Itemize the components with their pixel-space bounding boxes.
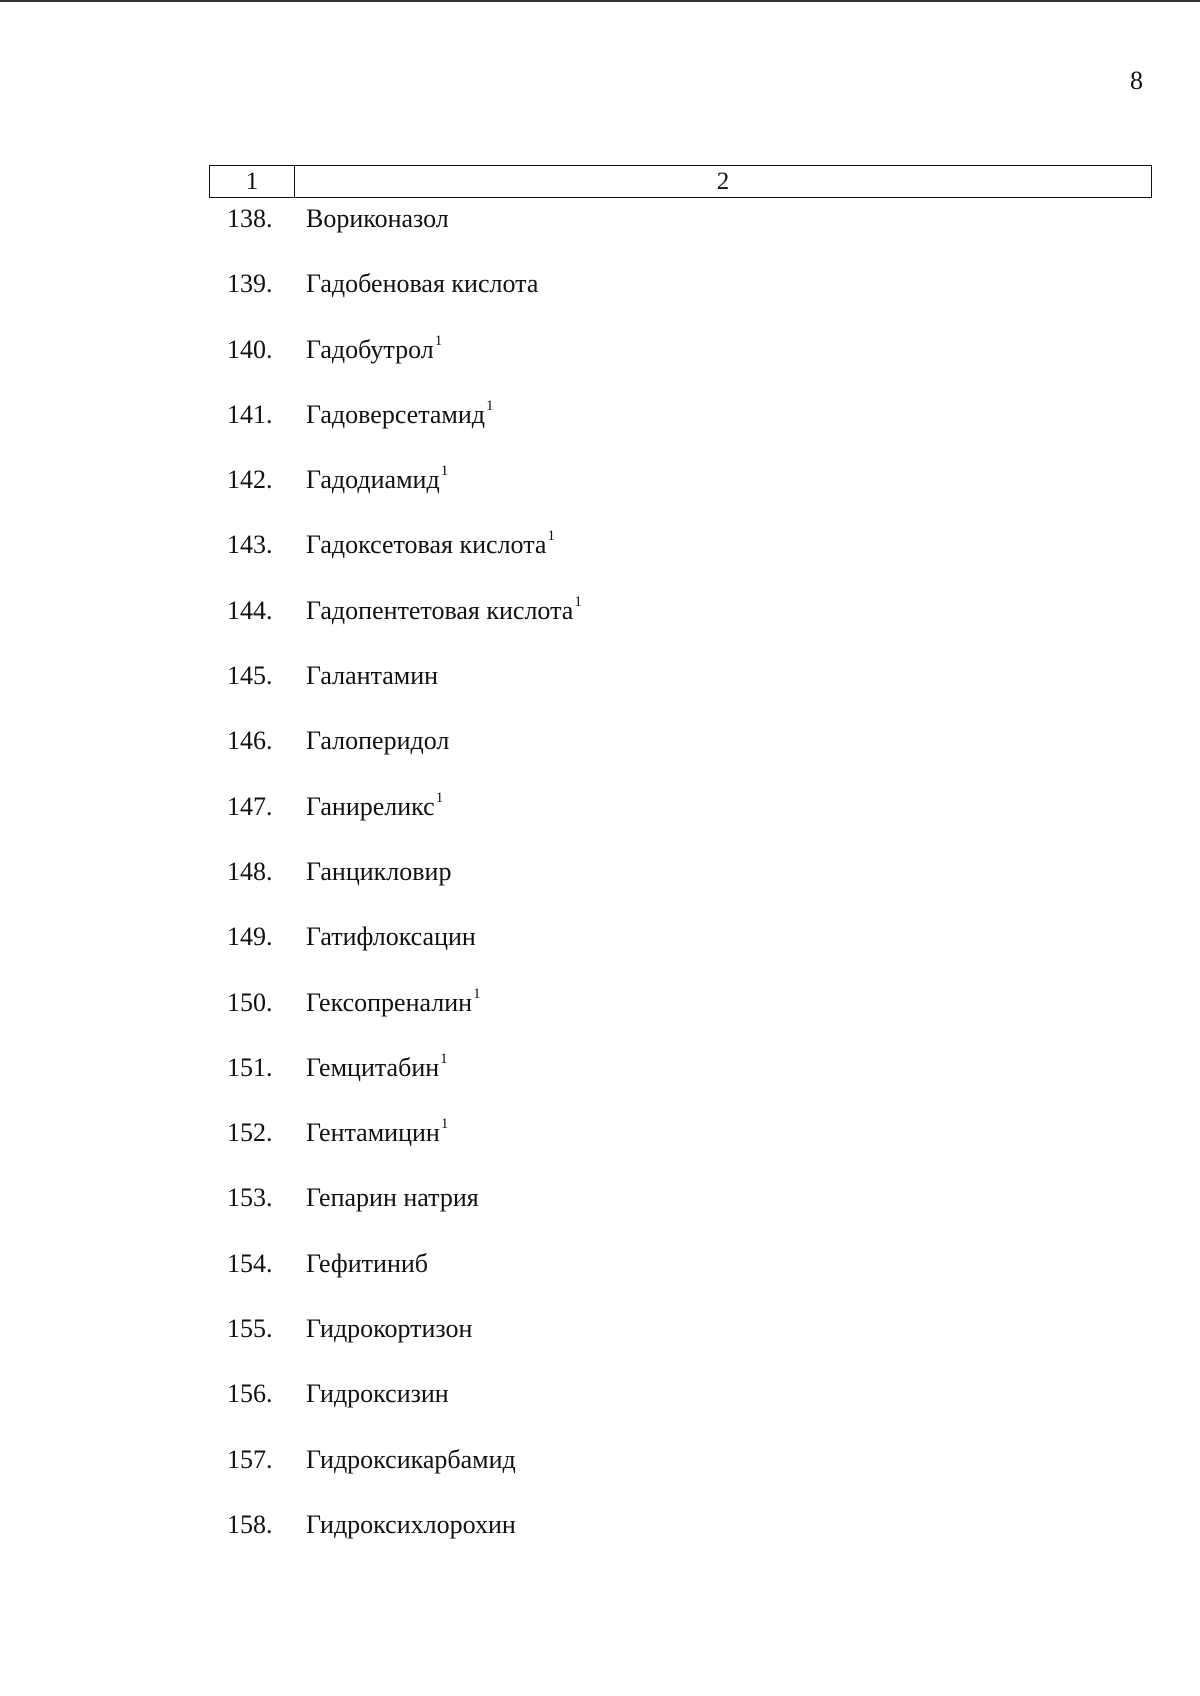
row-number: 146. <box>227 726 273 756</box>
drug-list <box>209 200 1152 1571</box>
drug-name-cell <box>294 1049 448 1091</box>
drug-name-cell <box>294 984 481 1026</box>
row-number: 148. <box>227 856 273 886</box>
table-row <box>209 1506 1152 1571</box>
drug-name: Гексопреналин <box>306 987 473 1017</box>
row-number: 152. <box>227 1118 273 1148</box>
drug-name: Ганиреликс <box>306 791 435 821</box>
table-row <box>209 1179 1152 1244</box>
drug-name-cell <box>294 526 555 568</box>
table-row <box>209 1441 1152 1506</box>
row-number: 157. <box>227 1444 273 1474</box>
table-row <box>209 722 1152 787</box>
drug-name-cell <box>294 657 438 695</box>
footnote-marker: 1 <box>440 1116 449 1133</box>
row-number: 155. <box>227 1314 273 1344</box>
row-number: 142. <box>227 465 273 495</box>
table-row <box>209 200 1152 265</box>
drug-name-cell <box>294 722 449 760</box>
footnote-marker: 1 <box>574 593 582 610</box>
page-number: 8 <box>1130 66 1143 95</box>
table-row <box>209 1114 1152 1179</box>
drug-name: Гидроксикарбамид <box>306 1444 516 1474</box>
drug-name-cell <box>294 1506 516 1544</box>
table-row <box>209 657 1152 722</box>
footnote-marker: 1 <box>547 528 555 545</box>
footnote-marker: 1 <box>473 985 481 1002</box>
drug-name-cell <box>294 1179 479 1217</box>
drug-name: Гепарин натрия <box>306 1183 479 1213</box>
drug-name: Гадоверсетамид <box>306 399 486 429</box>
top-border-line <box>0 0 1200 2</box>
drug-name-cell <box>294 396 494 438</box>
row-number: 138. <box>227 204 273 233</box>
row-number: 158. <box>227 1509 273 1539</box>
row-number: 151. <box>227 1052 273 1082</box>
drug-name: Гадобутрол <box>306 334 434 364</box>
table-row <box>209 1310 1152 1375</box>
footnote-marker: 1 <box>435 789 444 806</box>
drug-name: Гидрокортизон <box>306 1314 473 1344</box>
row-number: 141. <box>227 399 273 429</box>
row-number: 143. <box>227 530 273 560</box>
drug-name: Гефитиниб <box>306 1248 429 1278</box>
drug-name-cell <box>294 1245 428 1283</box>
drug-name: Галантамин <box>306 661 439 691</box>
table-row <box>209 331 1152 396</box>
header-cell-number: 1 <box>210 166 295 197</box>
drug-name-cell <box>294 331 442 373</box>
row-number: 139. <box>227 269 273 299</box>
table-row <box>209 526 1152 591</box>
drug-name-cell <box>294 1375 449 1413</box>
row-number: 140. <box>227 334 273 364</box>
table-row <box>209 788 1152 853</box>
drug-name: Гемцитабин <box>306 1052 440 1082</box>
drug-name: Галоперидол <box>306 726 450 756</box>
table-row <box>209 1049 1152 1114</box>
row-number: 147. <box>227 791 273 821</box>
row-number: 144. <box>227 595 273 625</box>
footnote-marker: 1 <box>440 1050 448 1067</box>
drug-name: Гидроксизин <box>306 1379 449 1409</box>
drug-name-cell <box>294 265 538 303</box>
table-row <box>209 918 1152 983</box>
row-number: 153. <box>227 1183 273 1213</box>
drug-name: Гатифлоксацин <box>306 922 476 952</box>
drug-name: Ганцикловир <box>306 856 452 886</box>
drug-name: Гадопентетовая кислота <box>306 595 574 625</box>
row-number: 154. <box>227 1248 273 1278</box>
table-row <box>209 592 1152 657</box>
table-row <box>209 1375 1152 1440</box>
table-header <box>209 165 1152 198</box>
drug-name: Гадобеновая кислота <box>306 269 539 299</box>
footnote-marker: 1 <box>434 332 443 349</box>
table-row <box>209 1245 1152 1310</box>
header-cell-name: 2 <box>716 168 730 195</box>
drug-name: Гентамицин <box>306 1118 440 1148</box>
drug-name-cell <box>294 1310 472 1348</box>
row-number: 149. <box>227 922 273 952</box>
row-number: 150. <box>227 987 273 1017</box>
drug-name-cell <box>294 1441 516 1479</box>
drug-name-cell <box>294 918 476 956</box>
table-row <box>209 461 1152 526</box>
drug-name-cell <box>294 592 582 634</box>
drug-name-cell <box>294 788 443 830</box>
row-number: 156. <box>227 1379 273 1409</box>
table-row <box>209 396 1152 461</box>
table-row <box>209 984 1152 1049</box>
row-number: 145. <box>227 661 273 691</box>
drug-name: Гидроксихлорохин <box>306 1509 516 1539</box>
drug-name-cell <box>294 461 448 503</box>
drug-name: Вориконазол <box>306 204 449 233</box>
drug-name-cell <box>294 853 451 891</box>
table-row <box>209 265 1152 330</box>
drug-name-cell <box>294 200 449 238</box>
drug-name: Гадодиамид <box>306 465 440 495</box>
drug-name: Гадоксетовая кислота <box>306 530 547 560</box>
table-row <box>209 853 1152 918</box>
footnote-marker: 1 <box>440 463 449 480</box>
footnote-marker: 1 <box>486 397 494 414</box>
drug-name-cell <box>294 1114 448 1156</box>
